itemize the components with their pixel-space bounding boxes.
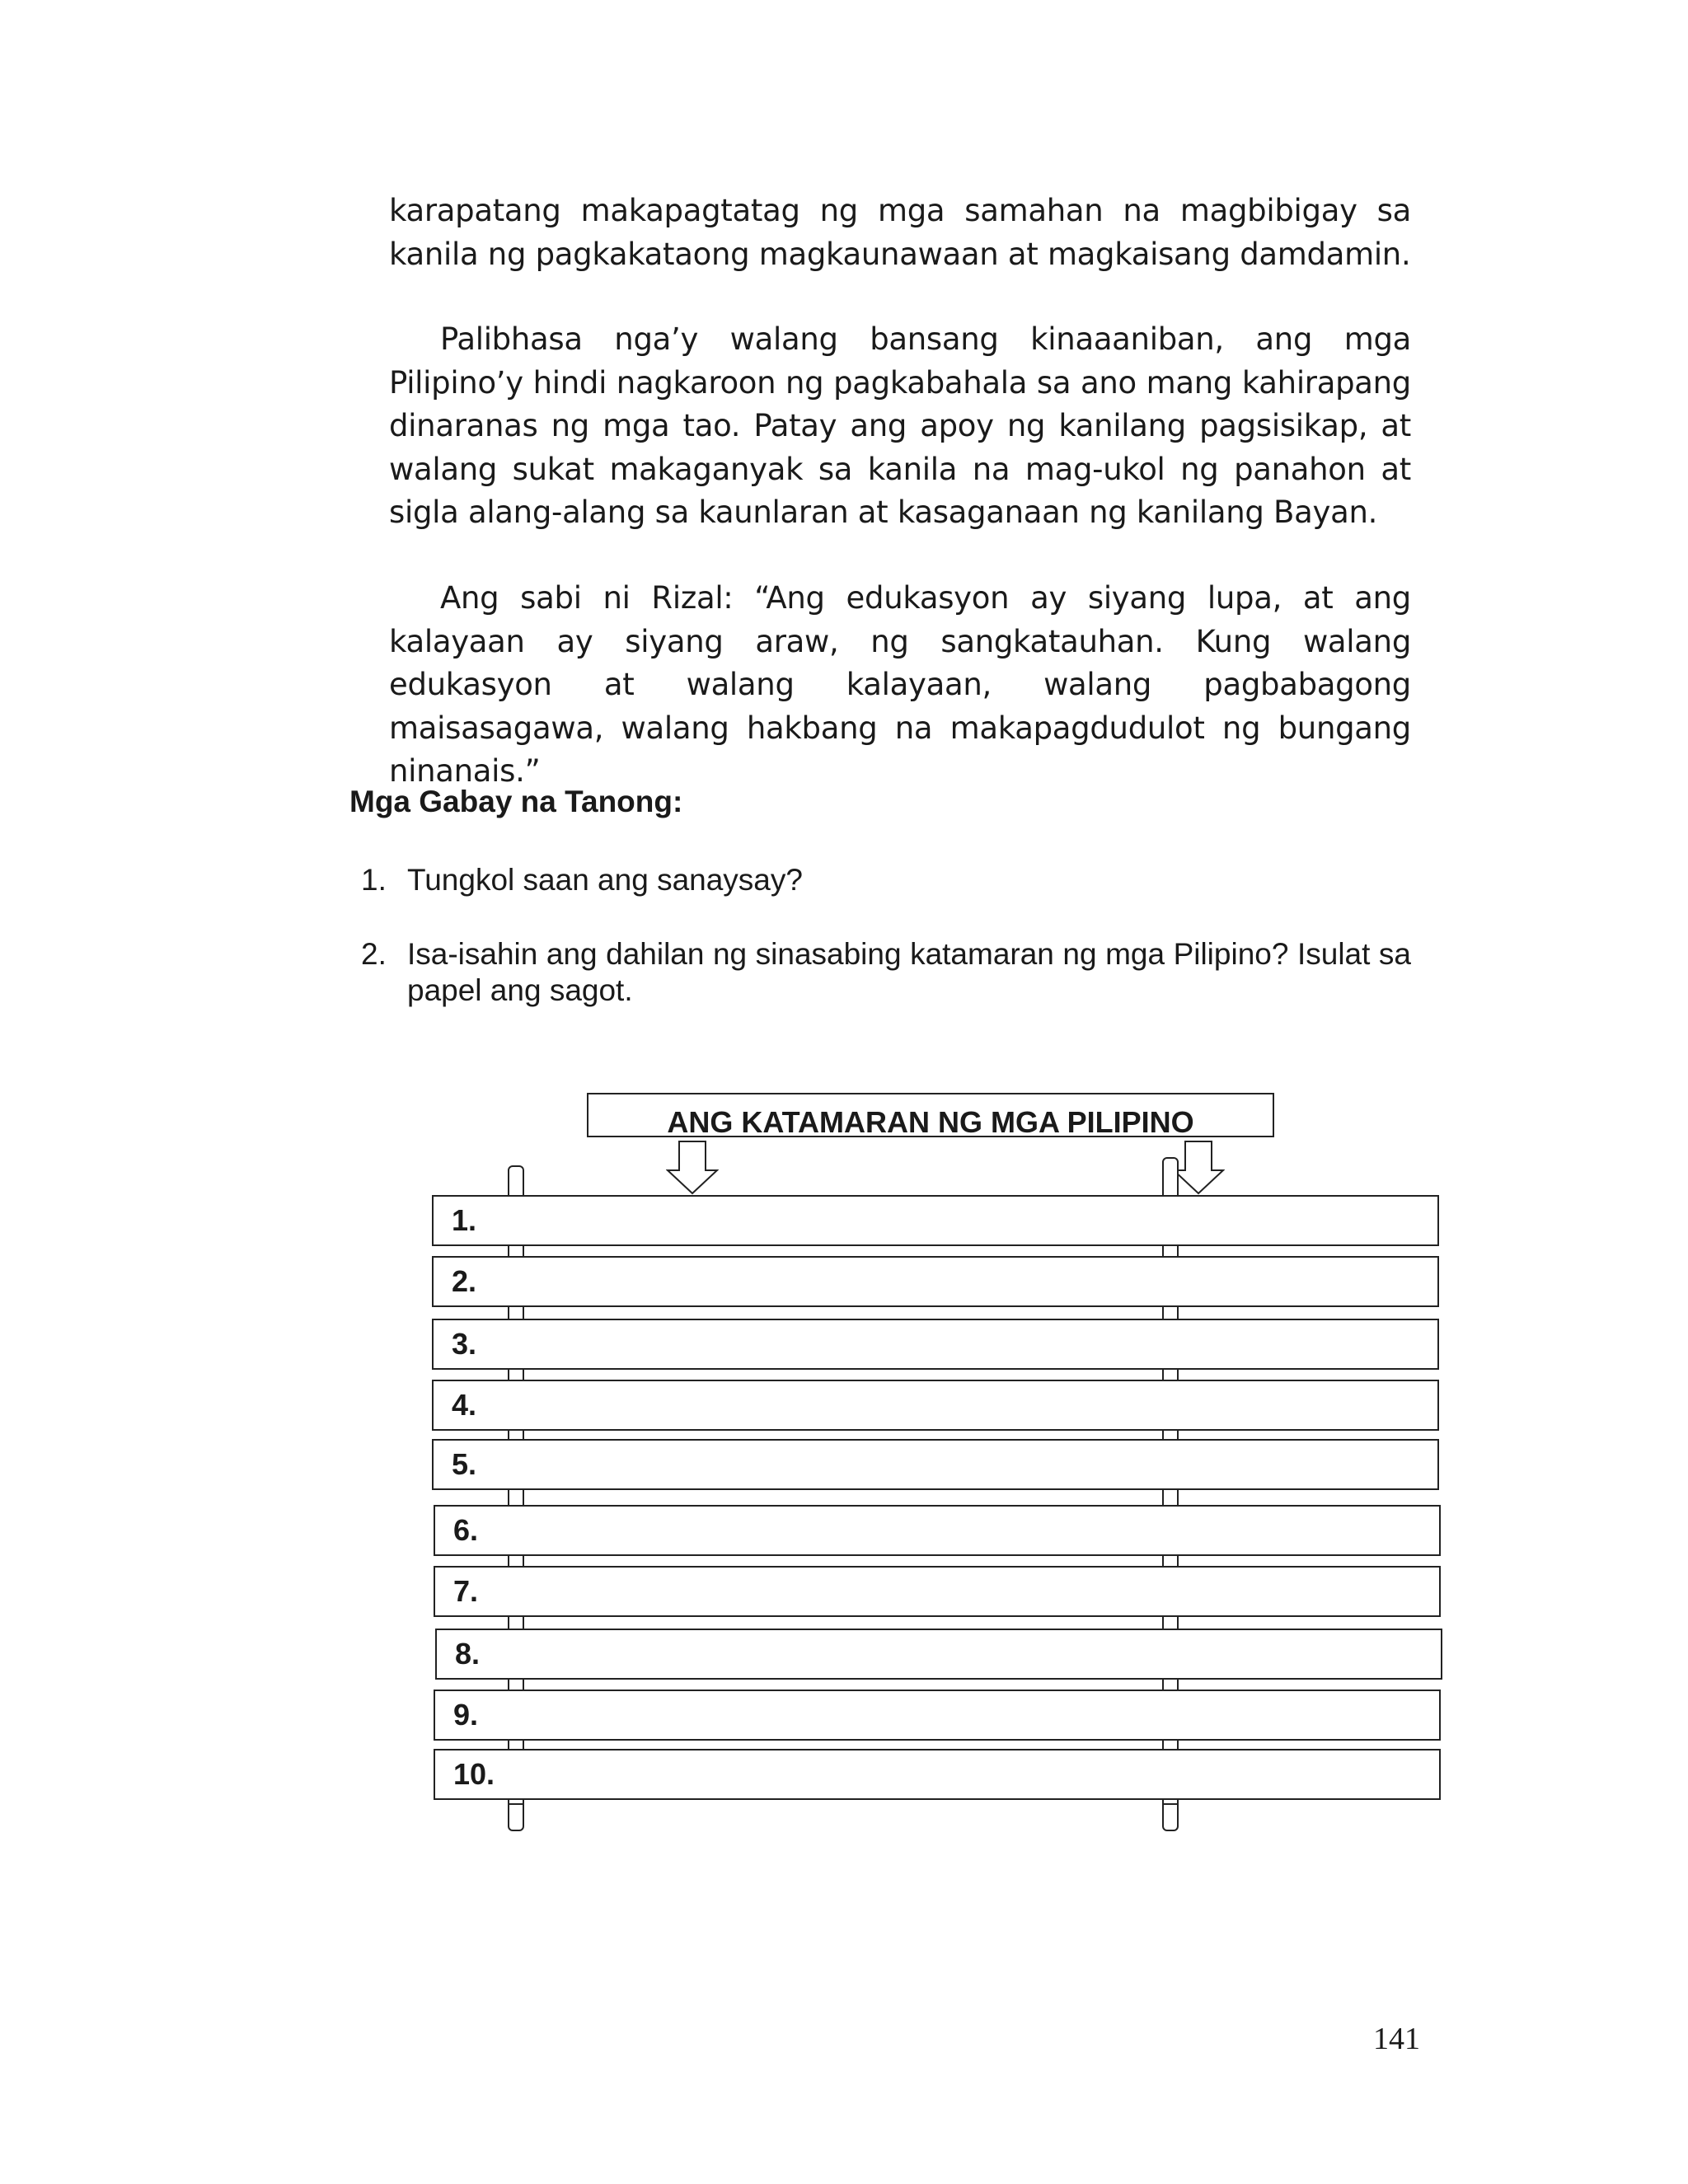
paragraph-1: karapatang makapagtatag ng mga samahan na magbibigay sa kanila ng pagkakataong magkaunawaan at magkaisang damdamin. — [389, 193, 1411, 272]
answer-row-2: 2. — [432, 1256, 1439, 1307]
paragraph-2: Palibhasa nga’y walang bansang kinaaaniban, ang mga Pilipino’y hindi nagkaroon ng pagkabahala sa ano mang kahirapang dinaranas ng mga tao. Patay ang apoy ng kanilang pagsisikap, at walang sukat makaganyak sa kanila na mag-ukol ng panahon at sigla alang-alang sa kaunlaran at kasaganaan ng kanilang Bayan. — [389, 321, 1411, 530]
answer-row-6: 6. — [434, 1505, 1441, 1556]
answer-row-8: 8. — [435, 1629, 1442, 1680]
question-number: 2. — [361, 937, 387, 971]
answer-row-7: 7. — [434, 1566, 1441, 1617]
answer-row-1: 1. — [432, 1195, 1439, 1246]
diagram-title: ANG KATAMARAN NG MGA PILIPINO — [587, 1093, 1274, 1137]
question-text: Isa-isahin ang dahilan ng sinasabing katamaran ng mga Pilipino? Isulat sa papel ang sagot. — [407, 937, 1411, 1007]
answer-row-9: 9. — [434, 1690, 1441, 1741]
answer-row-4: 4. — [432, 1380, 1439, 1431]
answer-row-3: 3. — [432, 1319, 1439, 1370]
answer-row-5: 5. — [432, 1439, 1439, 1490]
guide-questions-heading: Mga Gabay na Tanong: — [349, 785, 683, 818]
question-text: Tungkol saan ang sanaysay? — [407, 863, 803, 897]
question-number: 1. — [361, 863, 387, 897]
paragraph-3: Ang sabi ni Rizal: “Ang edukasyon ay siyang lupa, at ang kalayaan ay siyang araw, ng sangkatauhan. Kung walang edukasyon at walang kalayaan, walang pagbabagong maisasagawa, walang hakbang na makapagdudulot ng bungang ninanais.” — [389, 580, 1411, 789]
answer-row-10: 10. — [434, 1749, 1441, 1800]
page-number: 141 — [1373, 2022, 1420, 2056]
